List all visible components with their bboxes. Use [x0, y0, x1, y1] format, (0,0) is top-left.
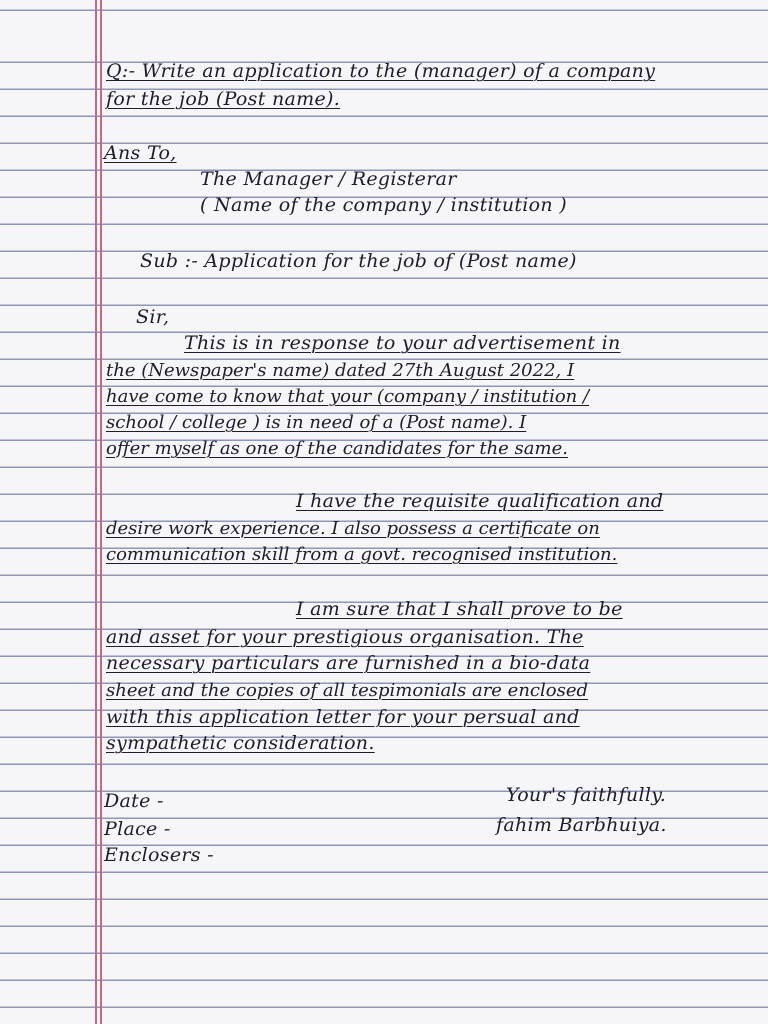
paragraph-1-line-1: This is in response to your advertisement in [184, 332, 621, 354]
paragraph-3-line-4: sheet and the copies of all tespimonials are enclosed [106, 680, 589, 701]
recipient-line-2: ( Name of the company / institution ) [200, 194, 567, 216]
date-label: Date - [104, 790, 164, 812]
signature: fahim Barbhuiya. [496, 814, 667, 836]
paragraph-1-line-4: school / college ) is in need of a (Post name). I [106, 412, 527, 433]
paragraph-3-line-1: I am sure that I shall prove to be [296, 598, 623, 620]
place-label: Place - [104, 818, 171, 840]
question-line-2: for the job (Post name). [106, 88, 341, 110]
subject-line: Sub :- Application for the job of (Post name) [140, 250, 577, 272]
paragraph-3-line-3: necessary particulars are furnished in a bio-data [106, 652, 591, 674]
salutation: Sir, [136, 306, 170, 328]
answer-label: Ans To, [104, 142, 177, 164]
paragraph-1-line-5: offer myself as one of the candidates for the same. [106, 438, 568, 459]
question-line-1: Q:- Write an application to the (manager) of a company [106, 60, 656, 82]
margin-line-right [100, 0, 102, 1024]
paragraph-3-line-5: with this application letter for your persual and [106, 706, 580, 728]
paragraph-3-line-2: and asset for your prestigious organisation. The [106, 626, 584, 648]
margin-line-left [95, 0, 97, 1024]
recipient-line-1: The Manager / Registerar [200, 168, 457, 190]
paragraph-1-line-3: have come to know that your (company / institution / [106, 386, 590, 407]
enclosure-label: Enclosers - [104, 844, 214, 866]
paragraph-3-line-6: sympathetic consideration. [106, 732, 375, 754]
paragraph-2-line-1: I have the requisite qualification and [296, 490, 664, 512]
closing: Your's faithfully. [506, 784, 667, 806]
paragraph-1-line-2: the (Newspaper's name) dated 27th August 2022, I [106, 360, 575, 381]
paragraph-2-line-3: communication skill from a govt. recognised institution. [106, 544, 618, 565]
paragraph-2-line-2: desire work experience. I also possess a certificate on [106, 518, 600, 539]
